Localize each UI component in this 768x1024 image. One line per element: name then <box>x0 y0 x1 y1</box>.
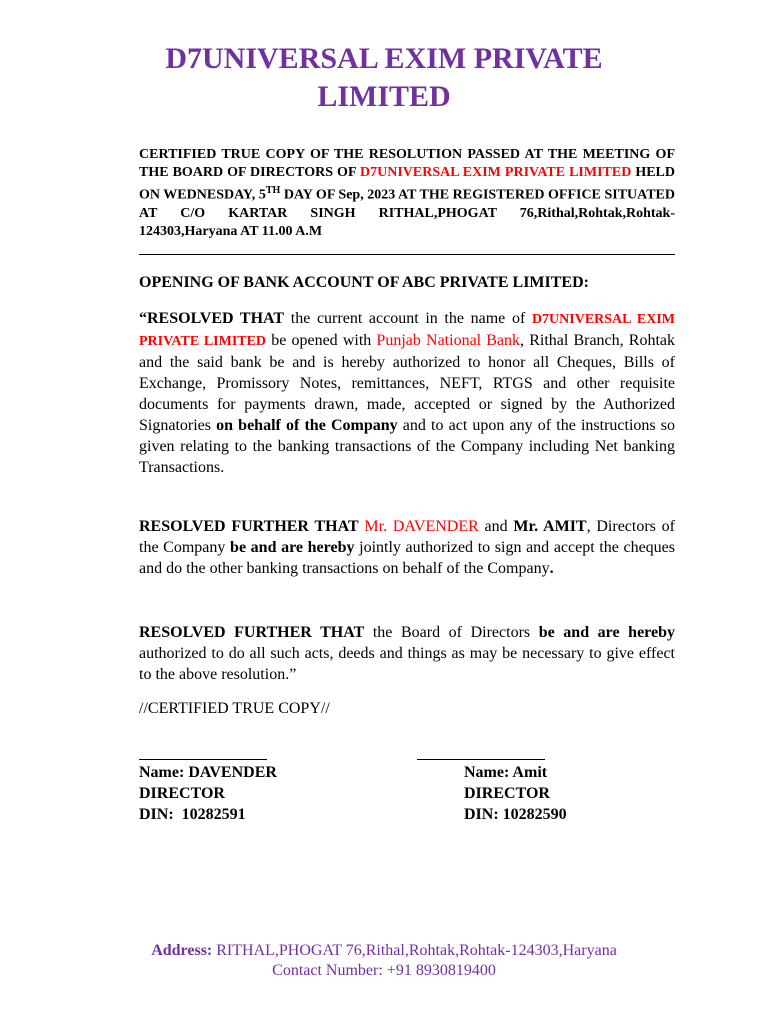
cert-text-2: HELD ON WEDNESDAY, 5 <box>139 165 675 203</box>
resolution-3-lead: RESOLVED FURTHER THAT <box>139 624 365 641</box>
signatory-davender <box>139 762 277 825</box>
company-title-line1: D7UNIVERSAL EXIM PRIVATE <box>165 42 603 75</box>
resolution-1-lead: “RESOLVED THAT <box>139 310 285 327</box>
resolution-1-text-4: and to act upon any of the instructions so given relating to the banking transactions of the Company including Net banking Transactions. <box>139 417 676 476</box>
footer-address-text: RITHAL,PHOGAT 76,Rithal,Rohtak,Rohtak-124303,Haryana <box>212 942 617 959</box>
resolution-heading: OPENING OF BANK ACCOUNT OF ABC PRIVATE LIMITED: <box>139 274 589 291</box>
cert-company-name: D7UNIVERSAL EXIM PRIVATE LIMITED <box>359 165 632 180</box>
resolution-paragraph-1 <box>139 308 675 478</box>
signatory-din: DIN: 10282591 <box>139 806 246 823</box>
signatory-role: DIRECTOR <box>139 785 225 802</box>
resolution-2-text-2: , Directors of the Company <box>139 518 676 556</box>
resolution-2-lead: RESOLVED FURTHER THAT <box>139 518 359 535</box>
signatory-name: Name: Amit <box>464 764 548 781</box>
resolution-1-company: D7UNIVERSAL EXIM PRIVATE LIMITED <box>139 312 676 349</box>
resolution-1-text-2: be opened with <box>266 332 377 349</box>
certification-statement <box>139 146 675 241</box>
signatory-role: DIRECTOR <box>464 785 550 802</box>
signatory-name: Name: DAVENDER <box>139 764 277 781</box>
resolution-2-text-1: and <box>478 518 514 535</box>
resolution-3-text-1: the Board of Directors <box>364 624 539 641</box>
resolution-1-text-1: the current account in the name of <box>284 310 532 327</box>
footer-contact: Contact Number: +91 8930819400 <box>272 962 496 979</box>
signature-line-amit <box>417 759 545 760</box>
footer-address-label: Address: <box>151 942 213 959</box>
resolution-2-text-3: jointly authorized to sign and accept the cheques and do the other banking transactions on behalf of the Company <box>139 539 676 577</box>
divider <box>139 254 675 255</box>
resolution-1-text-3: , Rithal Branch, Rohtak and the said bank be and is hereby authorized to honor all Cheques, Bills of Exchange, Promissory Notes, remittances, NEFT, RTGS and other requisite documents for payments drawn, made, accepted or signed by the Authorized Signatories <box>139 332 676 434</box>
certified-true-copy: //CERTIFIED TRUE COPY// <box>139 700 330 717</box>
resolution-1-bank: Punjab National Bank <box>376 332 521 349</box>
footer-address <box>0 941 768 961</box>
resolution-3-text-2: authorized to do all such acts, deeds and things as may be necessary to give effect to the above resolution.” <box>139 645 675 683</box>
company-title <box>100 40 668 116</box>
signature-line-davender <box>139 759 267 760</box>
resolution-paragraph-3 <box>139 622 675 685</box>
cert-text-1: CERTIFIED TRUE COPY OF THE RESOLUTION PASSED AT THE MEETING OF THE BOARD OF DIRECTORS OF <box>139 147 675 180</box>
resolution-1-bold: on behalf of the Company <box>216 417 398 434</box>
resolution-2-bold: be and are hereby <box>230 539 355 556</box>
resolution-paragraph-2 <box>139 516 675 579</box>
resolution-2-name-2: Mr. AMIT <box>513 518 587 535</box>
resolution-2-name-1: Mr. DAVENDER <box>364 518 479 535</box>
resolution-3-bold: be and are hereby <box>538 624 675 641</box>
signatory-din: DIN: 10282590 <box>464 806 567 823</box>
cert-text-3: DAY OF Sep, 2023 AT THE REGISTERED OFFICE SITUATED AT C/O KARTAR SINGH RITHAL,PHOGAT 76,Rithal,Rohtak,Rohtak-124303,Haryana AT 11.00 A.M <box>139 187 675 239</box>
cert-superscript: TH <box>265 185 281 196</box>
resolution-2-end: . <box>549 560 554 577</box>
company-title-line2: LIMITED <box>317 80 451 113</box>
signatory-amit <box>464 762 567 825</box>
